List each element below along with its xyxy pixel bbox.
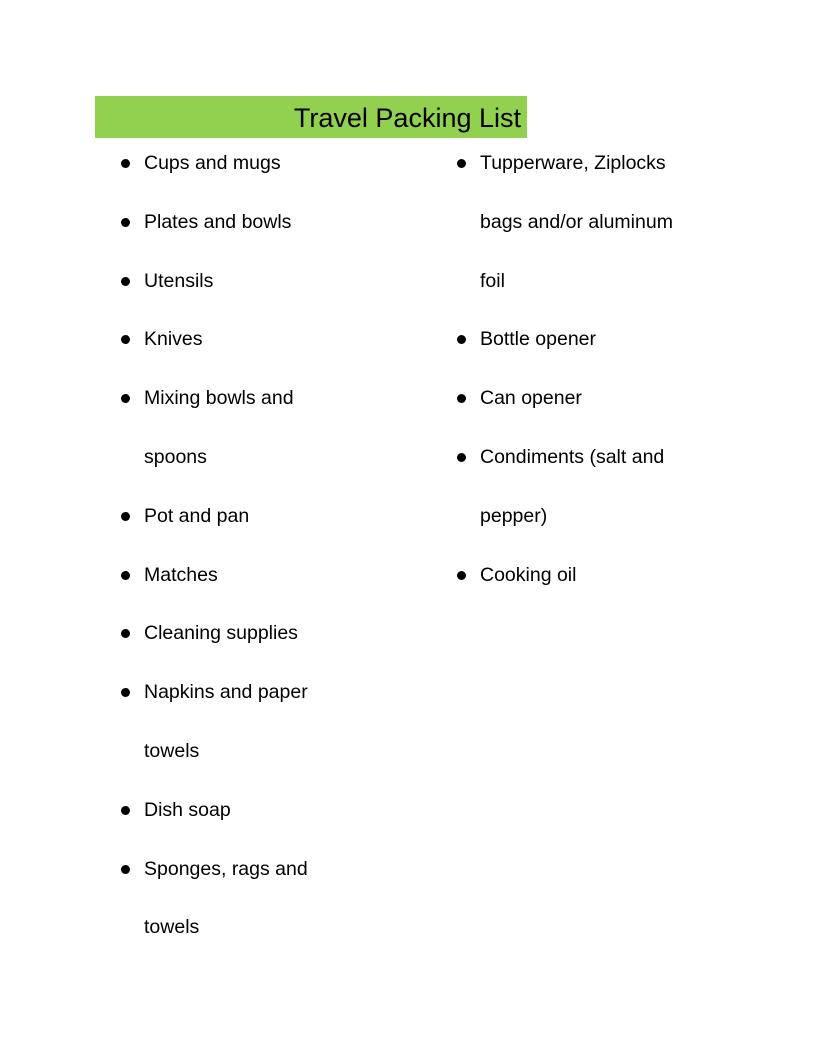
list-item-text: foil <box>480 269 505 292</box>
bullet-icon <box>121 512 130 521</box>
list-item <box>116 781 366 840</box>
list-item-text: Can opener <box>480 387 582 410</box>
list-item-text: Cleaning supplies <box>144 622 298 645</box>
list-item-text: Bottle opener <box>480 328 597 351</box>
list-item-text: Sponges, rags and <box>144 857 308 880</box>
list-item-text: Knives <box>144 328 203 351</box>
bullet-icon <box>121 277 130 286</box>
list-item <box>452 134 720 310</box>
list-item-text: Matches <box>144 563 218 586</box>
list-item <box>116 369 366 487</box>
bullet-icon <box>121 688 130 697</box>
bullet-icon <box>121 394 130 403</box>
left-column-list <box>116 134 366 957</box>
list-item-text: Cooking oil <box>480 563 577 586</box>
list-item-text: Condiments (salt and <box>480 445 665 468</box>
list-item-text: Cups and mugs <box>144 152 281 174</box>
list-item-text: Utensils <box>144 269 214 292</box>
list-item <box>116 310 366 369</box>
list-item <box>116 546 366 605</box>
list-item-text: pepper) <box>480 504 548 527</box>
right-column-list <box>452 134 720 604</box>
page-title: Travel Packing List <box>293 102 521 133</box>
list-item <box>116 134 366 193</box>
bullet-icon <box>457 159 466 168</box>
list-item <box>116 487 366 546</box>
list-item <box>452 428 720 546</box>
list-item <box>116 252 366 311</box>
bullet-icon <box>121 806 130 815</box>
list-item-text: spoons <box>144 445 207 468</box>
bullet-icon <box>121 218 130 227</box>
list-item <box>116 604 366 663</box>
list-item <box>452 546 720 605</box>
bullet-icon <box>457 335 466 344</box>
list-item-text: Plates and bowls <box>144 210 292 233</box>
bullet-icon <box>121 571 130 580</box>
list-item-text: towels <box>144 916 200 939</box>
list-item <box>116 840 366 958</box>
list-item-text: Pot and pan <box>144 504 250 527</box>
bullet-icon <box>121 335 130 344</box>
bullet-icon <box>121 629 130 638</box>
list-item <box>116 663 366 781</box>
title-bar <box>95 96 527 138</box>
bullet-icon <box>121 865 130 874</box>
list-item-text: Napkins and paper <box>144 681 308 704</box>
list-item-text: bags and/or aluminum <box>480 210 673 233</box>
bullet-icon <box>457 394 466 403</box>
list-item-text: Dish soap <box>144 798 231 821</box>
bullet-icon <box>457 453 466 462</box>
list-item <box>116 193 366 252</box>
list-item <box>452 310 720 369</box>
bullet-icon <box>457 571 466 580</box>
list-item-text: Tupperware, Ziplocks <box>480 152 666 174</box>
list-item-text: Mixing bowls and <box>144 387 294 410</box>
list-item-text: towels <box>144 739 200 762</box>
bullet-icon <box>121 159 130 168</box>
list-item <box>452 369 720 428</box>
